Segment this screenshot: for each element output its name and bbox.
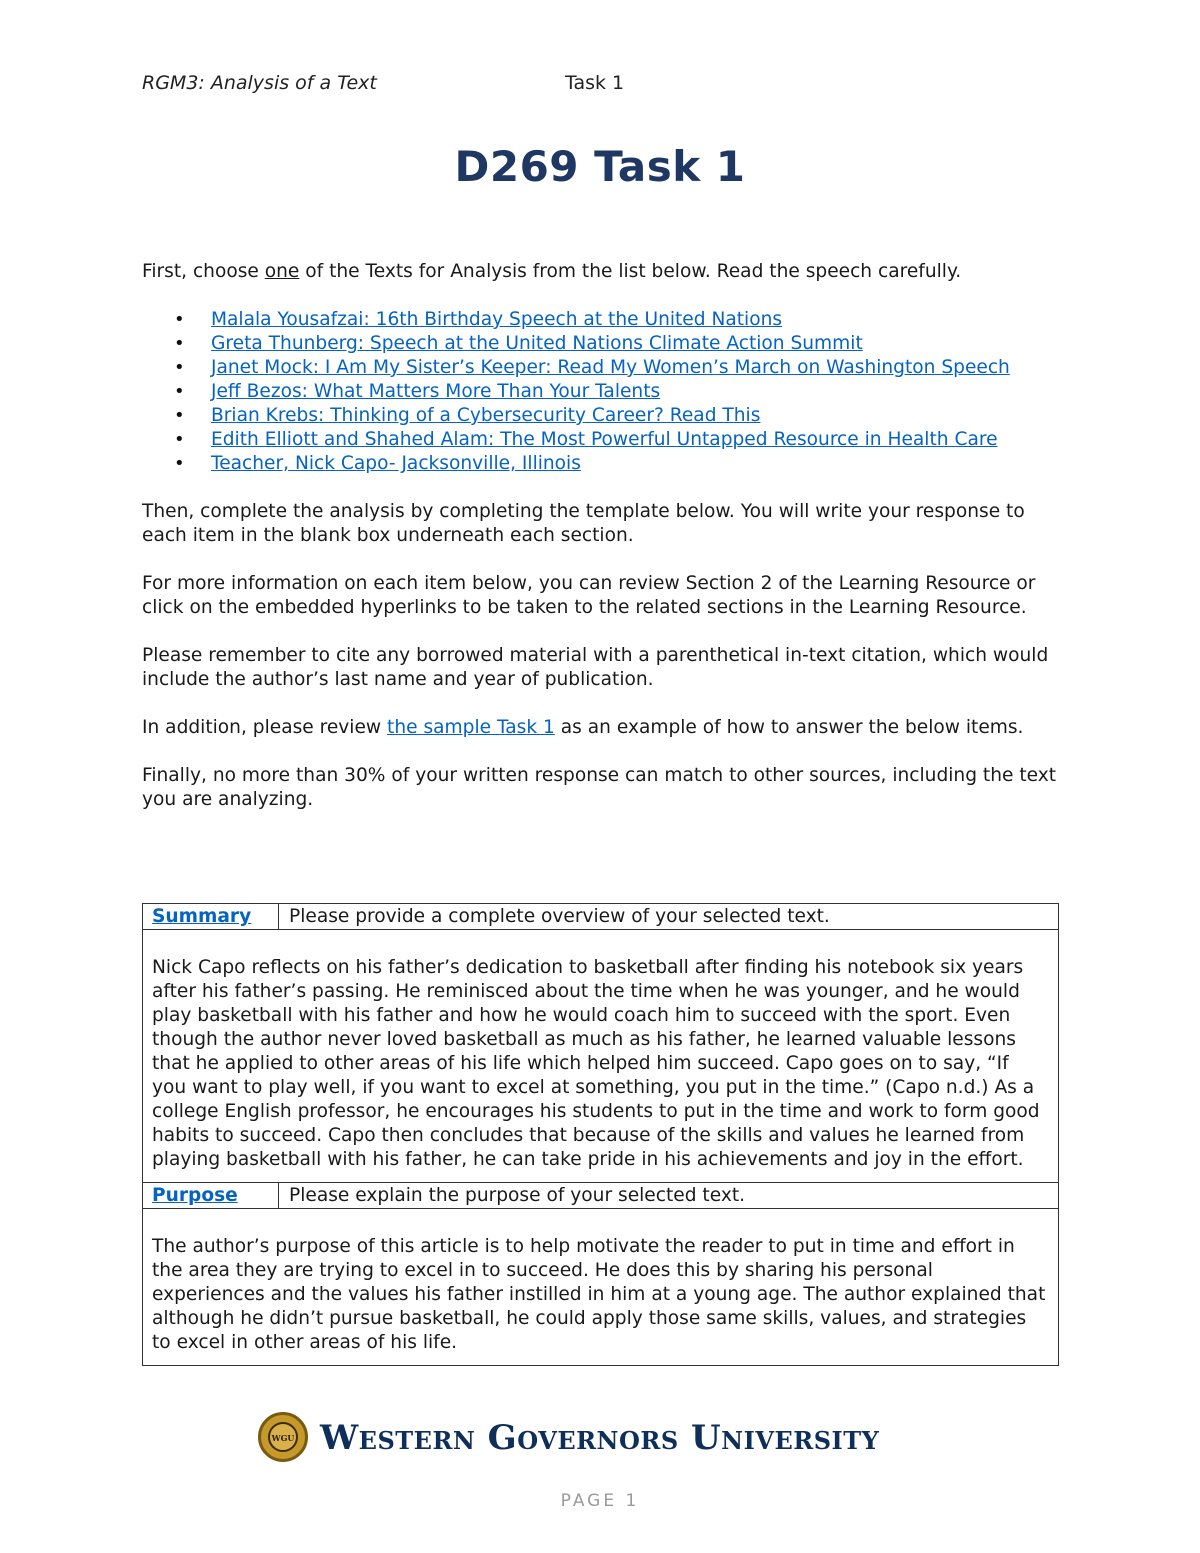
- paragraph-sample: [142, 716, 1058, 740]
- intro-after: of the Texts for Analysis from the list below. Read the speech carefully.: [299, 261, 962, 282]
- texts-list: [142, 308, 1058, 476]
- summary-label-link[interactable]: Summary: [152, 906, 252, 927]
- sample-task-link[interactable]: the sample Task 1: [387, 717, 555, 738]
- page-number: PAGE 1: [560, 1491, 640, 1511]
- instructions: [142, 260, 1058, 836]
- text-link-krebs[interactable]: Brian Krebs: Thinking of a Cybersecurity Career? Read This: [211, 405, 761, 426]
- list-item: [142, 428, 1058, 452]
- intro-paragraph: [142, 260, 1058, 284]
- wgu-logo: [258, 1412, 908, 1470]
- text-link-bezos[interactable]: Jeff Bezos: What Matters More Than Your Talents: [211, 381, 661, 402]
- purpose-label-cell: [143, 1183, 279, 1209]
- purpose-label-link[interactable]: Purpose: [152, 1185, 238, 1206]
- table-row: [143, 930, 1059, 1183]
- summary-label-cell: [143, 904, 279, 930]
- table-row: [143, 1209, 1059, 1366]
- table-row: [143, 904, 1059, 930]
- table-row: [143, 1183, 1059, 1209]
- seal-text: WGU: [271, 1433, 295, 1443]
- logo-wordmark: Western Governors University: [320, 1418, 880, 1458]
- intro-before: First, choose: [142, 261, 265, 282]
- purpose-answer[interactable]: The author’s purpose of this article is to help motivate the reader to put in time and effort in the area they are trying to excel in to succeed. He does this by sharing his personal experiences and the values his father instilled in him at a young age. The author explained that although he didn’t pursue basketball, he could apply those same skills, values, and strategies to excel in other areas of his life.: [143, 1209, 1059, 1366]
- paragraph-more-info: For more information on each item below, you can review Section 2 of the Learning Resource or click on the embedded hyperlinks to be taken to the related sections in the Learning Resource.: [142, 573, 1036, 618]
- intro-underlined: one: [264, 261, 300, 282]
- paragraph-complete: Then, complete the analysis by completing the template below. You will write your response to each item in the blank box underneath each section.: [142, 501, 1025, 546]
- paragraph-cite: Please remember to cite any borrowed material with a parenthetical in-text citation, which would include the author’s last name and year of publication.: [142, 645, 1049, 690]
- list-item: [142, 452, 1058, 476]
- list-item: [142, 308, 1058, 332]
- text-link-malala[interactable]: Malala Yousafzai: 16th Birthday Speech at the United Nations: [211, 309, 783, 330]
- header-course: RGM3: Analysis of a Text: [142, 72, 377, 94]
- sample-before: In addition, please review: [142, 717, 388, 738]
- header-task: Task 1: [565, 72, 625, 94]
- list-item: [142, 332, 1058, 356]
- paragraph-similarity: Finally, no more than 30% of your written response can match to other sources, including the text you are analyzing.: [142, 765, 1057, 810]
- text-link-janet[interactable]: Janet Mock: I Am My Sister’s Keeper: Read My Women’s March on Washington Speech: [211, 357, 1010, 378]
- summary-prompt: Please provide a complete overview of your selected text.: [279, 904, 1059, 930]
- wgu-seal-icon: [258, 1412, 308, 1462]
- text-link-greta[interactable]: Greta Thunberg: Speech at the United Nations Climate Action Summit: [211, 333, 863, 354]
- page-title: D269 Task 1: [454, 142, 746, 191]
- sample-after: as an example of how to answer the below items.: [554, 717, 1024, 738]
- analysis-template-table: [142, 903, 1059, 1366]
- list-item: [142, 380, 1058, 404]
- purpose-prompt: Please explain the purpose of your selected text.: [279, 1183, 1059, 1209]
- text-link-elliott[interactable]: Edith Elliott and Shahed Alam: The Most Powerful Untapped Resource in Health Care: [211, 429, 998, 450]
- text-link-capo[interactable]: Teacher, Nick Capo- Jacksonville, Illinois: [211, 453, 581, 474]
- list-item: [142, 404, 1058, 428]
- list-item: [142, 356, 1058, 380]
- summary-answer[interactable]: Nick Capo reflects on his father’s dedication to basketball after finding his notebook six years after his father’s passing. He reminisced about the time when he was younger, and he would play basketball with his father and how he would coach him to succeed with the sport. Even though the author never loved basketball as much as his father, he learned valuable lessons that he applied to other areas of his life which helped him succeed. Capo goes on to say, “If you want to play well, if you want to excel at something, you put in the time.” (Capo n.d.) As a college English professor, he encourages his students to put in the time and work to form good habits to succeed. Capo then concludes that because of the skills and values he learned from playing basketball with his father, he can take pride in his achievements and joy in the effort.: [143, 930, 1059, 1183]
